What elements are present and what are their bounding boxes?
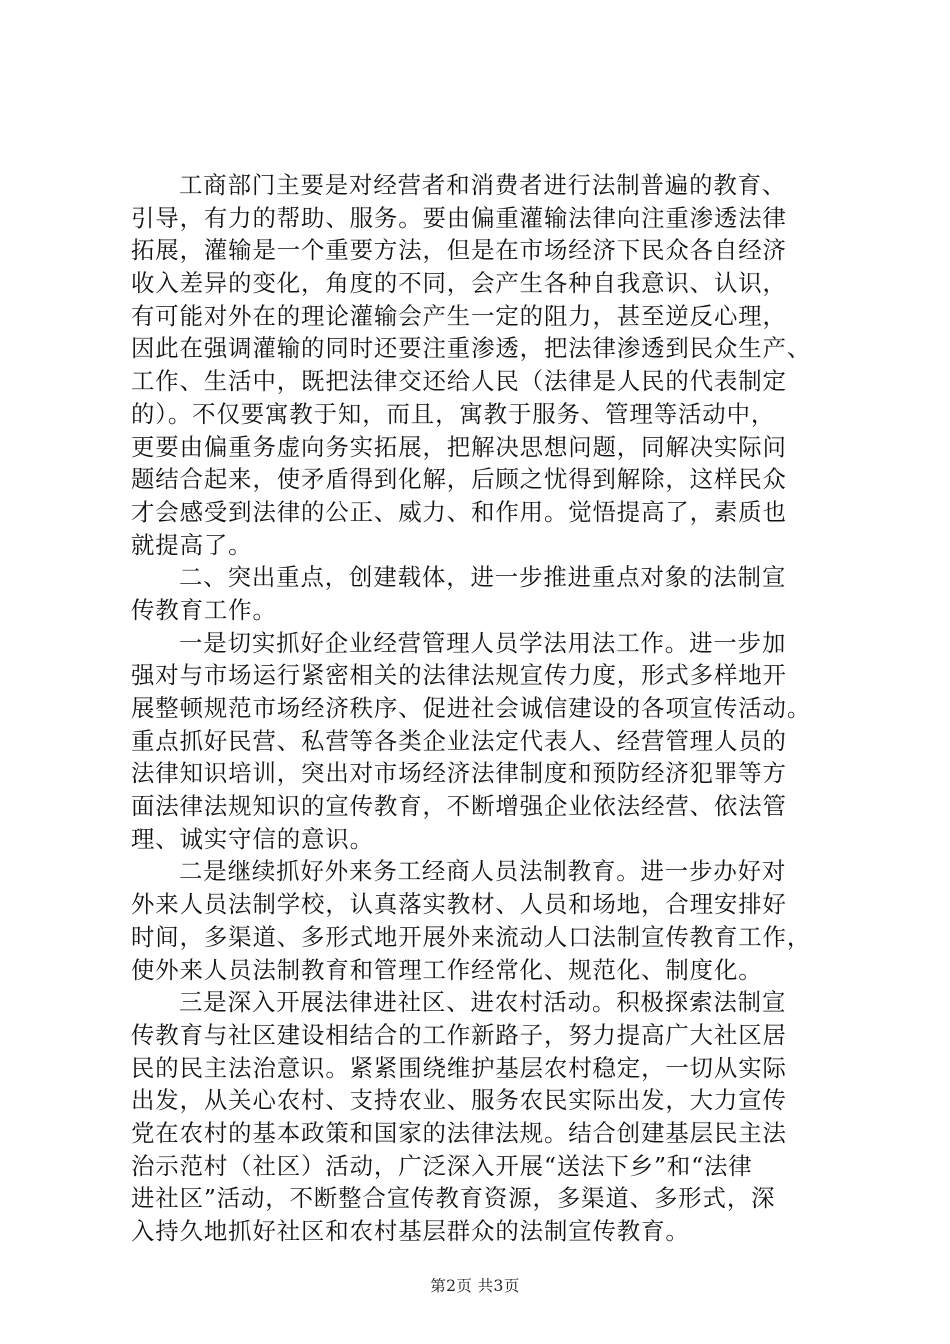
text-line: 党在农村的基本政策和国家的法律法规。结合创建基层民主法 (131, 1118, 787, 1147)
body-text (131, 169, 859, 1248)
text-line: 一是切实抓好企业经营管理人员学法用法工作。进一步加 (179, 628, 787, 657)
text-line: 工作、生活中，既把法律交还给人民（法律是人民的代表制定 (131, 367, 787, 396)
text-line: 展整顿规范市场经济秩序、促进社会诚信建设的各项宣传活动。 (131, 694, 812, 722)
text-line: 有可能对外在的理论灌输会产生一定的阻力，甚至逆反心理， (131, 301, 787, 330)
text-line: 时间，多渠道、多形式地开展外来流动人口法制宣传教育工作， (131, 922, 812, 951)
text-line: 使外来人员法制教育和管理工作经常化、规范化、制度化。 (131, 955, 763, 984)
page-footer: 第2页 共3页 (430, 1277, 520, 1295)
text-line: 因此在强调灌输的同时还要注重渗透，把法律渗透到民众生产、 (131, 334, 812, 363)
text-line: 面法律法规知识的宣传教育，不断增强企业依法经营、依法管 (131, 792, 787, 821)
text-line: 传教育与社区建设相结合的工作新路子，努力提高广大社区居 (131, 1020, 787, 1049)
text-line: 法律知识培训，突出对市场经济法律制度和预防经济犯罪等方 (131, 759, 787, 788)
text-line: 才会感受到法律的公正、威力、和作用。觉悟提高了，素质也 (131, 497, 787, 526)
text-line: 题结合起来，使矛盾得到化解，后顾之忧得到解除，这样民众 (131, 465, 787, 494)
text-line: 工商部门主要是对经营者和消费者进行法制普遍的教育、 (179, 171, 787, 199)
text-line: 治示范村（社区）活动，广泛深入开展“送法下乡”和“法律 (131, 1151, 753, 1180)
text-line: 拓展，灌输是一个重要方法，但是在市场经济下民众各自经济 (131, 236, 787, 265)
text-line: 二、突出重点，创建载体，进一步推进重点对象的法制宣 (179, 563, 787, 592)
text-line: 收入差异的变化，角度的不同，会产生各种自我意识、认识， (131, 269, 787, 298)
text-line: 入持久地抓好社区和农村基层群众的法制宣传教育。 (131, 1217, 690, 1245)
text-line: 的）。不仅要寓教于知，而且，寓教于服务、管理等活动中， (131, 399, 776, 428)
text-line: 民的民主法治意识。紧紧围绕维护基层农村稳定，一切从实际 (131, 1053, 787, 1082)
text-line: 就提高了。 (131, 530, 253, 559)
text-line: 引导，有力的帮助、服务。要由偏重灌输法律向注重渗透法律 (131, 203, 787, 232)
text-line: 二是继续抓好外来务工经商人员法制教育。进一步办好对 (179, 857, 787, 886)
text-line: 传教育工作。 (131, 595, 277, 624)
text-line: 强对与市场运行紧密相关的法律法规宣传力度，形式多样地开 (131, 661, 787, 690)
text-line: 出发，从关心农村、支持农业、服务农民实际出发，大力宣传 (131, 1086, 787, 1115)
text-line: 进社区”活动，不断整合宣传教育资源，多渠道、多形式，深 (131, 1184, 776, 1213)
text-line: 三是深入开展法律进社区、进农村活动。积极探索法制宣 (179, 988, 787, 1017)
text-line: 理、诚实守信的意识。 (131, 824, 374, 853)
text-line: 外来人员法制学校，认真落实教材、人员和场地，合理安排好 (131, 890, 787, 919)
text-line: 重点抓好民营、私营等各类企业法定代表人、经营管理人员的 (131, 726, 787, 755)
text-line: 更要由偏重务虚向务实拓展，把解决思想问题，同解决实际问 (131, 432, 787, 461)
